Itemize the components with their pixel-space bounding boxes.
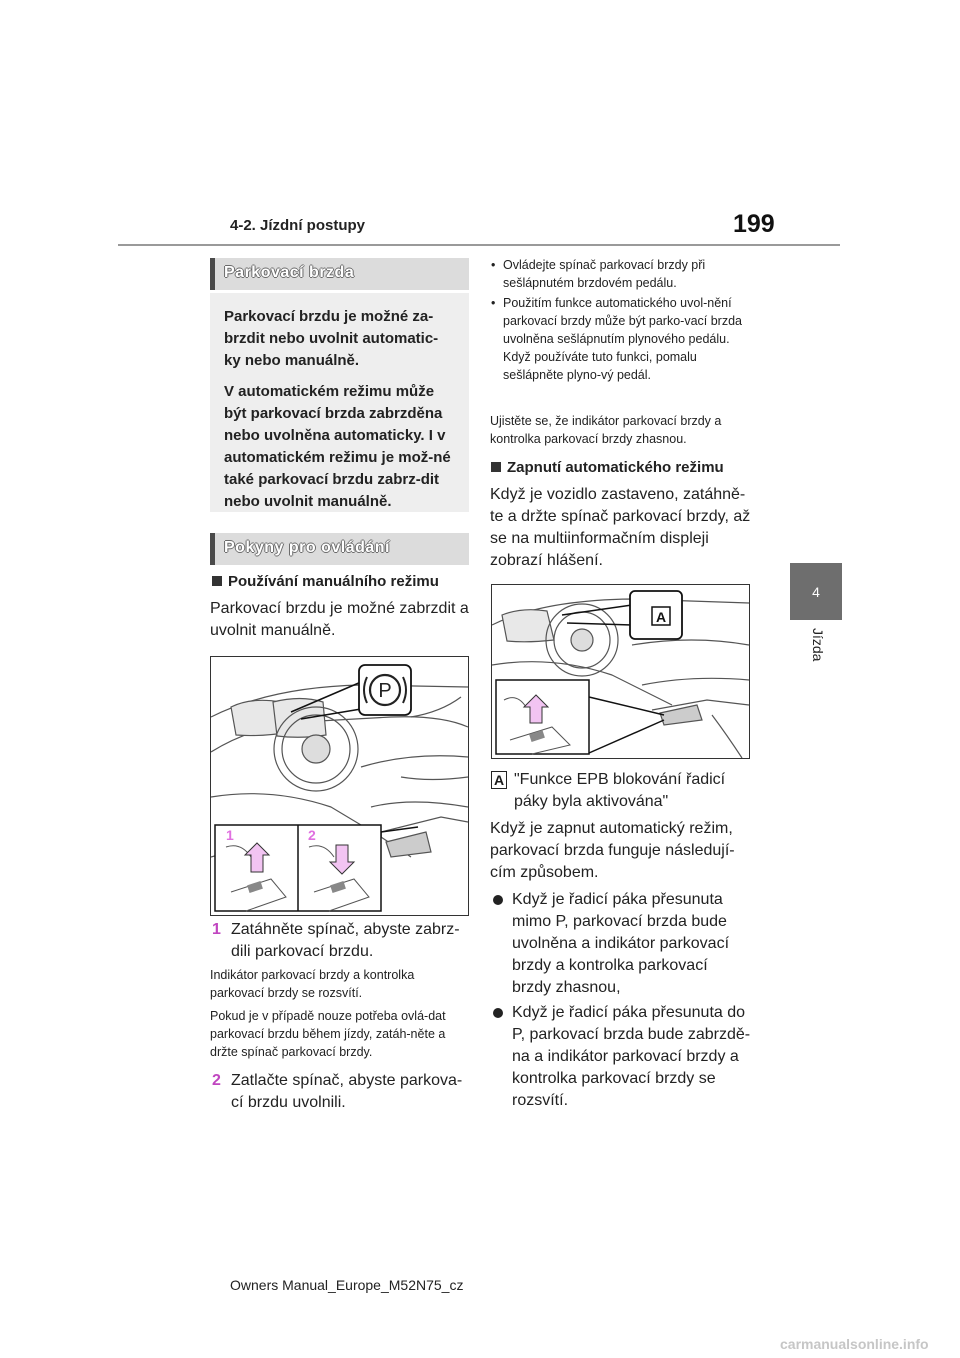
square-bullet-icon xyxy=(491,462,501,472)
summary-paragraph: Parkovací brzdu je možné za-brzdit nebo uvolnit automatic-ky nebo manuálně. xyxy=(224,308,439,369)
auto-mode-description: Když je zapnut automatický režim, parkovací brzda funguje následují-cím způsobem. xyxy=(490,820,735,881)
chapter-number: 4 xyxy=(812,584,820,600)
small-bullet: • Použitím funkce automatického uvol-nění parkovací brzdy může být parko-vací brzda uvolněna sešlápnutím plynového pedálu. Když používáte tuto funkci, pomalu sešlápněte plyno-vý pedál. xyxy=(491,296,742,382)
summary-paragraph: V automatickém režimu může být parkovací brzda zabrzděna nebo uvolněna automaticky. I v automatickém režimu je mož-né také parkovací brzdu zabrz-dit nebo uvolnit manuálně. xyxy=(224,383,451,510)
heading-parking-brake: Parkovací brzda xyxy=(210,258,469,290)
chapter-tab[interactable] xyxy=(790,563,842,620)
bullet-dot-icon xyxy=(493,1008,503,1018)
note-indicator: Indikátor parkovací brzdy a kontrolka parkovací brzdy se rozsvítí. xyxy=(210,968,415,1000)
chapter-label: Jízda xyxy=(810,628,826,662)
dashboard-illustration xyxy=(211,657,468,915)
step-text: Zatlačte spínač, abyste parkova-cí brzdu uvolnili. xyxy=(231,1072,463,1111)
header-divider xyxy=(118,244,840,246)
manual-mode-heading: Používání manuálního režimu xyxy=(212,573,439,590)
bullet-apply: Když je řadicí páka přesunuta do P, parkovací brzda bude zabrzdě-na a indikátor parkovací brzdy a kontrolka parkovací brzdy se rozsvítí. xyxy=(493,1002,751,1112)
step-2 xyxy=(212,1070,470,1114)
note-emergency: Pokud je v případě nouze potřeba ovlá-dat parkovací brzdu během jízdy, zatáh-něte a držte spínač parkovací brzdy. xyxy=(210,1009,446,1059)
figure-manual-switch xyxy=(210,656,469,916)
callout-a-label: A xyxy=(655,609,667,625)
svg-text:P: P xyxy=(378,680,392,702)
bullet-dot-icon xyxy=(493,895,503,905)
watermark: carmanualsonline.info xyxy=(780,1336,929,1352)
square-bullet-icon xyxy=(212,576,222,586)
callout-a-marker: A xyxy=(491,771,507,789)
figure-auto-mode xyxy=(491,584,750,759)
section-title: 4-2. Jízdní postupy xyxy=(230,217,366,234)
step-text: Zatáhněte spínač, abyste zabrz-dili parkovací brzdu. xyxy=(231,921,460,960)
auto-mode-text: Když je vozidlo zastaveno, zatáhně-te a držte spínač parkovací brzdy, až se na multiinformačním displeji zobrazí hlášení. xyxy=(490,486,751,569)
step-number: 2 xyxy=(212,1072,221,1089)
step-1 xyxy=(212,919,470,963)
manual-mode-text: Parkovací brzdu je možné zabrzdit a uvolnit manuálně. xyxy=(210,600,469,639)
small-bullet: • Ovládejte spínač parkovací brzdy při sešlápnutém brzdovém pedálu. xyxy=(491,258,706,290)
page-number: 199 xyxy=(733,210,775,238)
summary-panel xyxy=(210,293,469,512)
figure-label-1: 1 xyxy=(226,827,234,843)
note-check: Ujistěte se, že indikátor parkovací brzdy a kontrolka parkovací brzdy zhasnou. xyxy=(490,414,722,446)
bullet-release: Když je řadicí páka přesunuta mimo P, parkovací brzda bude uvolněna a indikátor parkovací brzdy a kontrolka parkovací brzdy zhasnou, xyxy=(493,889,751,999)
step-number: 1 xyxy=(212,921,221,938)
heading-instructions: Pokyny pro ovládání xyxy=(210,533,469,565)
callout-a-text: "Funkce EPB blokování řadicí páky byla aktivována" xyxy=(514,771,726,810)
figure-label-2: 2 xyxy=(308,827,316,843)
footer-doc-id: Owners Manual_Europe_M52N75_cz xyxy=(230,1277,464,1293)
dashboard-display-illustration xyxy=(492,585,749,758)
auto-mode-heading: Zapnutí automatického režimu xyxy=(491,459,724,476)
